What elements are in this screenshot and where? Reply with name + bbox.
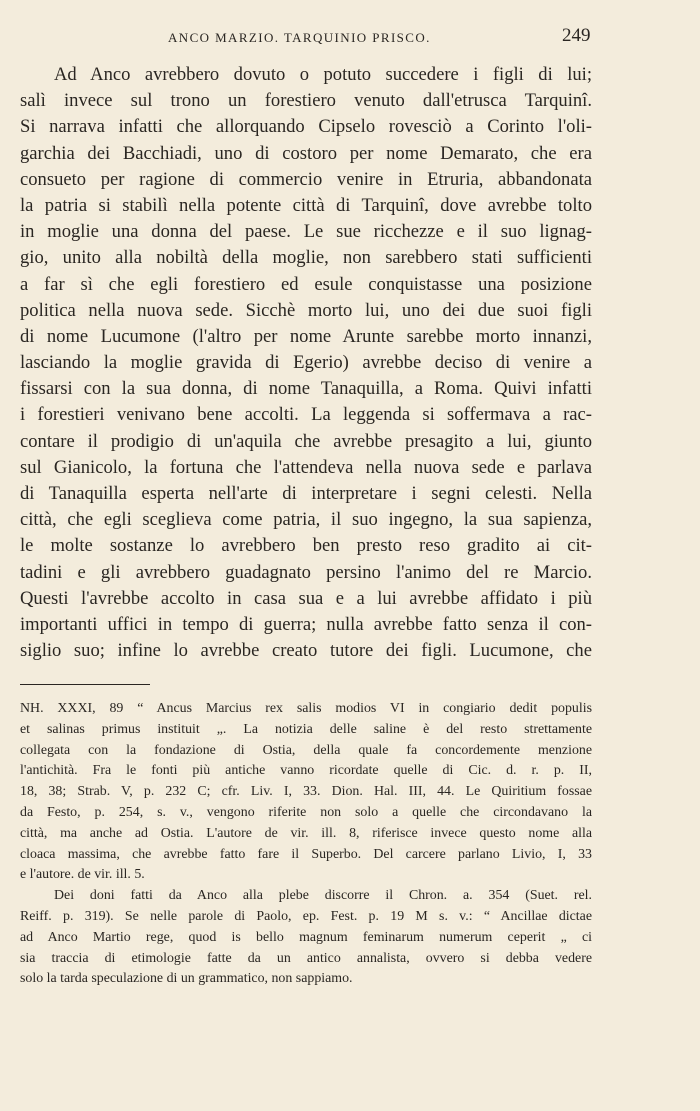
note-line: NH. XXXI, 89 “ Ancus Marcius rex salis modios VI in congiario dedit populis (20, 701, 592, 716)
text-line: la patria si stabilì nella potente città di Tarquinî, dove avrebbe tolto (20, 194, 592, 216)
text-line: di Tanaquilla esperta nell'arte di interpretare i segni celesti. Nella (20, 483, 592, 504)
note-line: e l'autore. de vir. ill. 5. (20, 867, 145, 883)
text-line: Questi l'avrebbe accolto in casa sua e a lui avrebbe affidato i più (20, 587, 592, 609)
main-text (20, 62, 592, 664)
footnote-separator (20, 684, 150, 685)
note-line: et salinas primus instituit „. La notizia delle saline è del resto strettamente (20, 721, 592, 737)
note-line: l'antichità. Fra le fonti più antiche vanno ricordate quelle di Cic. d. r. p. II, (20, 763, 592, 779)
page-header (0, 22, 700, 52)
note-line: da Festo, p. 254, s. v., vengono riferite non solo a quelle che circondavano la (20, 804, 592, 820)
text-line: i forestieri venivano bene accolti. La leggenda si soffermava a rac- (20, 404, 592, 426)
note-line: Reiff. p. 319). Se nelle parole di Paolo, ep. Fest. p. 19 M s. v.: “ Ancillae dictae (20, 908, 592, 924)
footnotes (20, 699, 592, 990)
text-line: città, che egli sceglieva come patria, il suo ingegno, la sua sapienza, (20, 509, 592, 531)
note-line: cloaca massima, che avrebbe fatto fare il Superbo. Del carcere parlano Livio, I, 33 (20, 846, 592, 862)
note-line: Dei doni fatti da Anco alla plebe discorre il Chron. a. 354 (Suet. rel. (54, 888, 592, 904)
text-line: politica nella nuova sede. Sicchè morto lui, uno dei due suoi figli (20, 299, 592, 321)
note-line: 18, 38; Strab. V, p. 232 C; cfr. Liv. I, 33. Dion. Hal. III, 44. Le Quiritium fossae (20, 784, 592, 800)
text-line: importanti uffici in tempo di guerra; nulla avrebbe fatto senza il con- (20, 613, 592, 635)
text-line: le molte sostanze lo avrebbero ben presto reso gradito ai cit- (20, 535, 592, 557)
text-line: a far sì che egli forestiero ed esule conquistasse una posizione (20, 273, 592, 295)
text-line: di nome Lucumone (l'altro per nome Arunte sarebbe morto innanzi, (20, 325, 592, 347)
text-line: lasciando la moglie gravida di Egerio) avrebbe deciso di venire a (20, 352, 592, 374)
text-line: in moglie una donna del paese. Le sue ricchezze e il suo lignag- (20, 221, 592, 243)
note-line: città, ma anche ad Ostia. L'autore de vir. ill. 8, riferisce invece questo nome alla (20, 825, 592, 841)
text-line: consueto per ragione di commercio venire in Etruria, abbandonata (20, 168, 592, 190)
note-line: ad Anco Martio rege, quod is bello magnum feminarum numerum ceperit „ ci (20, 929, 592, 945)
text-line: garchia dei Bacchiadi, uno di costoro per nome Demarato, che era (20, 142, 592, 164)
text-line: contare il prodigio di un'aquila che avrebbe presagito a lui, giunto (20, 430, 592, 452)
text-line: sul Gianicolo, la fortuna che l'attendeva nella nuova sede e parlava (20, 456, 592, 478)
running-title: ANCO MARZIO. TARQUINIO PRISCO. (168, 30, 431, 45)
text-line: siglio suo; infine lo avrebbe creato tutore dei figli. Lucumone, che (20, 640, 592, 662)
text-line: Si narrava infatti che allorquando Cipselo rovesciò a Corinto l'oli- (20, 116, 592, 138)
text-line: salì invece sul trono un forestiero venuto dall'etrusca Tarquinî. (20, 90, 592, 112)
page-number: 249 (562, 25, 591, 46)
note-line: collegata con la fondazione di Ostia, della quale fa concordemente menzione (20, 742, 592, 758)
note-line: sia traccia di etimologie fatte da un antico annalista, ovvero si debba vedere (20, 950, 592, 966)
text-line: tadini e gli avrebbero guadagnato persino l'animo del re Marcio. (20, 561, 592, 583)
note-line: solo la tarda speculazione di un grammatico, non sappiamo. (20, 971, 353, 987)
text-line: fissarsi con la sua donna, di nome Tanaquilla, a Roma. Quivi infatti (20, 378, 592, 400)
text-line: gio, unito alla nobiltà della moglie, non sarebbero stati sufficienti (20, 247, 592, 269)
text-line: Ad Anco avrebbero dovuto o potuto succedere i figli di lui; (54, 64, 592, 85)
